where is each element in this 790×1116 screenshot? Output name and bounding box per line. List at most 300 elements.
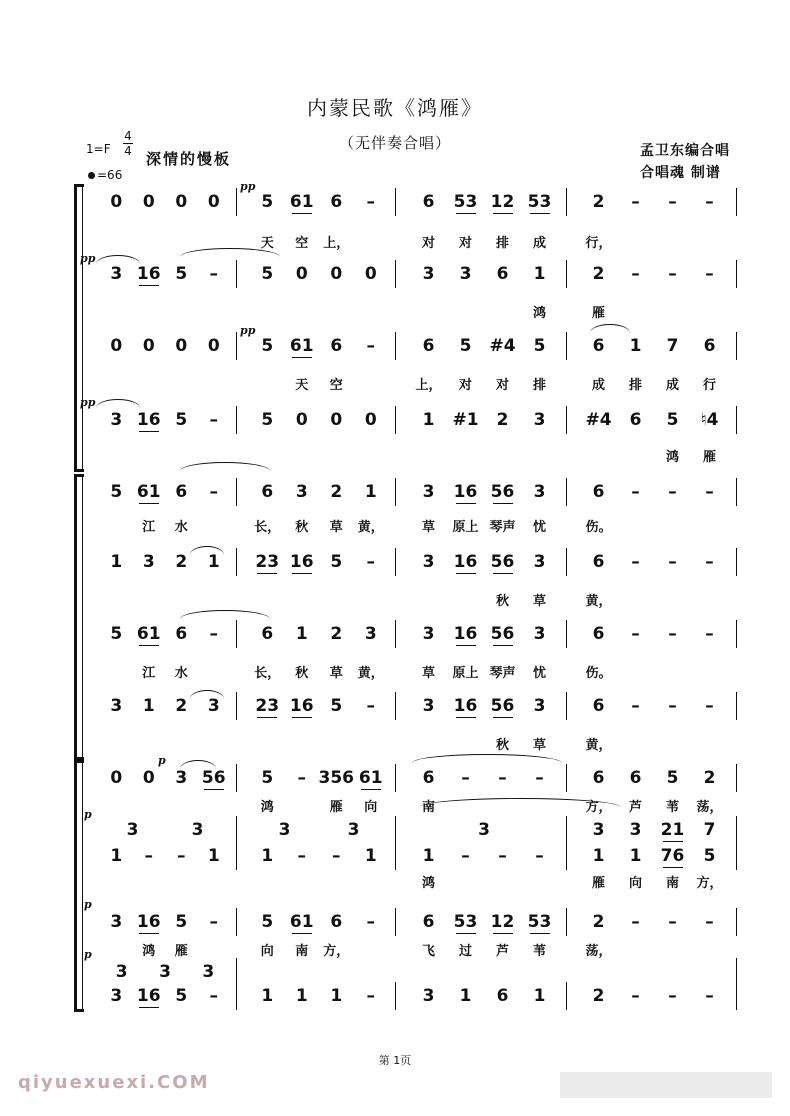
- dynamic-mark: p: [158, 754, 166, 767]
- note: –: [631, 264, 640, 284]
- note: 1: [592, 846, 605, 866]
- note: 5: [330, 552, 343, 572]
- slur: [96, 255, 140, 264]
- note: 1: [459, 986, 472, 1006]
- note: 16: [289, 552, 314, 572]
- lyric-syllable: 鸿: [532, 306, 547, 321]
- note: 16: [136, 986, 161, 1006]
- note: 3: [159, 962, 171, 982]
- beam-underline: [361, 789, 381, 790]
- bar-line: [395, 620, 396, 648]
- page-title: 内蒙民歌《鸿雁》: [307, 96, 483, 120]
- dynamic-mark: pp: [80, 252, 96, 265]
- beam-underline: [292, 717, 312, 718]
- note: 1: [533, 264, 546, 284]
- bar-line: [236, 982, 237, 1010]
- beam-underline: [257, 717, 277, 718]
- note: 5: [261, 336, 274, 356]
- note: 5: [666, 768, 679, 788]
- note: 23: [255, 552, 280, 572]
- note: –: [705, 482, 714, 502]
- beam-underline: [456, 213, 476, 214]
- beam-underline: [663, 841, 683, 842]
- note: 0: [110, 336, 123, 356]
- note: 3: [278, 820, 291, 840]
- note: 53: [527, 192, 552, 212]
- note: 1: [261, 846, 274, 866]
- bar-line: [395, 478, 396, 506]
- note: 53: [453, 912, 478, 932]
- lyrics-row: [92, 940, 742, 960]
- note: 5: [261, 192, 274, 212]
- beam-underline: [493, 933, 513, 934]
- note: 3: [533, 482, 546, 502]
- note: –: [705, 624, 714, 644]
- beam-underline: [257, 573, 277, 574]
- note: –: [535, 768, 544, 788]
- note: 61: [289, 912, 314, 932]
- note: 6: [422, 912, 435, 932]
- lyrics-row: [92, 872, 742, 892]
- notation-row: [92, 768, 742, 794]
- lyric-syllable: 琴声: [489, 666, 516, 681]
- note: –: [631, 986, 640, 1006]
- note: –: [498, 846, 507, 866]
- note: 3: [110, 912, 123, 932]
- note: 6: [330, 912, 343, 932]
- slur: [96, 399, 140, 408]
- note: 3: [110, 696, 123, 716]
- beam-underline: [493, 645, 513, 646]
- note: 3: [422, 264, 435, 284]
- note: 6: [175, 624, 188, 644]
- note: 3: [592, 820, 605, 840]
- note: 0: [175, 336, 188, 356]
- note: 5: [261, 768, 274, 788]
- lyric-syllable: 黄，: [585, 738, 612, 753]
- note: 3: [364, 624, 377, 644]
- note: 5: [261, 912, 274, 932]
- bar-line: [236, 692, 237, 720]
- lyric-syllable: 江: [142, 666, 156, 681]
- bar-line: [236, 620, 237, 648]
- lyrics-row: [92, 374, 742, 394]
- note: 0: [330, 410, 343, 430]
- footer-strip: [560, 1072, 772, 1098]
- lyric-syllable: 排: [532, 378, 547, 393]
- note: 61: [136, 624, 161, 644]
- bar-line: [566, 478, 567, 506]
- note: –: [209, 986, 218, 1006]
- bar-line: [566, 548, 567, 576]
- note: 2: [330, 482, 343, 502]
- lyric-syllable: 行: [702, 378, 717, 393]
- beam-underline: [139, 933, 159, 934]
- note: –: [705, 192, 714, 212]
- note: 6: [330, 192, 343, 212]
- note: 53: [453, 192, 478, 212]
- notation-row: [92, 696, 742, 722]
- note: –: [705, 912, 714, 932]
- lyrics-row: [92, 590, 742, 610]
- lyrics-row: [92, 516, 742, 536]
- lyric-syllable: 黄，: [585, 594, 612, 609]
- beam-underline: [139, 645, 159, 646]
- bar-line: [236, 764, 237, 792]
- note: –: [332, 846, 341, 866]
- note: –: [366, 912, 375, 932]
- lyric-syllable: 鸿: [260, 800, 274, 815]
- notation-row: [92, 986, 742, 1012]
- note: 21: [660, 820, 685, 840]
- bar-line: [566, 406, 567, 434]
- note: –: [631, 192, 640, 212]
- note: –: [297, 846, 306, 866]
- notation-row: [92, 846, 742, 872]
- beam-underline: [493, 503, 513, 504]
- note: 1: [207, 552, 220, 572]
- lyric-syllable: 长，: [254, 520, 281, 535]
- lyric-syllable: 行，: [585, 236, 612, 251]
- note: 6: [422, 192, 435, 212]
- note: 1: [422, 410, 435, 430]
- lyric-syllable: 忧: [532, 520, 547, 535]
- lyric-syllable: 排: [495, 236, 510, 251]
- note: 16: [453, 696, 478, 716]
- meter-bottom: 4: [124, 144, 132, 158]
- lyric-syllable: 伤。: [585, 520, 612, 535]
- lyric-syllable: 原上: [452, 520, 479, 535]
- note: 0: [207, 192, 220, 212]
- note: 56: [490, 482, 515, 502]
- dynamic-mark: pp: [240, 324, 256, 337]
- note: 6: [629, 410, 642, 430]
- note: 5: [175, 410, 188, 430]
- dynamic-mark: p: [84, 948, 92, 961]
- note: 6: [592, 624, 605, 644]
- bar-line: [736, 842, 737, 870]
- beam-underline: [292, 573, 312, 574]
- note: 16: [136, 264, 161, 284]
- lyrics-row: [92, 302, 742, 322]
- note: 1: [142, 696, 155, 716]
- bar-line: [236, 406, 237, 434]
- lyric-syllable: 空: [329, 378, 343, 393]
- note: 3: [142, 552, 155, 572]
- lyric-syllable: 黄，: [357, 520, 384, 535]
- lyric-syllable: 向: [260, 944, 274, 959]
- note: 7: [666, 336, 679, 356]
- lyric-syllable: 上，: [415, 378, 442, 393]
- lyric-syllable: 雁: [702, 450, 717, 465]
- note: –: [631, 624, 640, 644]
- bar-line: [566, 260, 567, 288]
- note: 1: [364, 482, 377, 502]
- lyrics-row: [92, 662, 742, 682]
- slur: [590, 324, 630, 333]
- lyric-syllable: 方，: [323, 944, 350, 959]
- note: 0: [207, 336, 220, 356]
- note: 0: [142, 768, 155, 788]
- bar-line: [395, 816, 396, 844]
- lyric-syllable: 伤。: [585, 666, 612, 681]
- lyric-syllable: 草: [329, 666, 343, 681]
- slur: [180, 610, 270, 619]
- system-line: [82, 474, 83, 760]
- bar-line: [566, 982, 567, 1010]
- beam-underline: [204, 789, 224, 790]
- lyric-syllable: 南: [295, 944, 309, 959]
- system-bracket: [74, 184, 77, 472]
- lyrics-row: [92, 734, 742, 754]
- note: 56: [201, 768, 226, 788]
- lyric-syllable: 南: [665, 876, 680, 891]
- lyric-syllable: 水: [174, 666, 188, 681]
- bar-line: [395, 332, 396, 360]
- lyric-syllable: 方，: [585, 800, 612, 815]
- lyric-syllable: 对: [458, 236, 473, 251]
- note: 3: [126, 820, 139, 840]
- note: –: [631, 696, 640, 716]
- note: –: [631, 912, 640, 932]
- note: 56: [490, 552, 515, 572]
- beam-underline: [139, 431, 159, 432]
- bar-line: [566, 332, 567, 360]
- note: –: [631, 552, 640, 572]
- bar-line: [566, 764, 567, 792]
- note: 1: [261, 986, 274, 1006]
- beam-underline: [292, 357, 312, 358]
- note: 1: [330, 986, 343, 1006]
- note: 356: [318, 768, 354, 788]
- note: 1: [110, 846, 123, 866]
- note: 56: [490, 696, 515, 716]
- lyric-syllable: 苇: [665, 800, 680, 815]
- beam-underline: [456, 573, 476, 574]
- lyric-syllable: 方，: [696, 876, 723, 891]
- note: 6: [496, 986, 509, 1006]
- beam-underline: [493, 717, 513, 718]
- note: ♮4: [700, 410, 719, 430]
- note: 5: [533, 336, 546, 356]
- note: 3: [175, 768, 188, 788]
- note: #4: [489, 336, 516, 356]
- site-watermark: qiyuexuexi.COM: [18, 1072, 210, 1093]
- note: –: [631, 482, 640, 502]
- bar-line: [736, 982, 737, 1010]
- note: –: [668, 552, 677, 572]
- bar-line: [236, 332, 237, 360]
- note: 6: [629, 768, 642, 788]
- note: 0: [364, 410, 377, 430]
- lyric-syllable: 排: [628, 378, 643, 393]
- note: –: [668, 192, 677, 212]
- note: –: [177, 846, 186, 866]
- note: 1: [110, 552, 123, 572]
- bar-line: [736, 478, 737, 506]
- note: 6: [703, 336, 716, 356]
- lyric-syllable: 飞: [421, 944, 436, 959]
- note: 3: [191, 820, 204, 840]
- note: 6: [422, 336, 435, 356]
- note: –: [535, 846, 544, 866]
- note: 6: [592, 552, 605, 572]
- note: 6: [261, 482, 274, 502]
- bar-line: [395, 842, 396, 870]
- note: 2: [592, 912, 605, 932]
- lyric-syllable: 对: [458, 378, 473, 393]
- lyric-syllable: 鸿: [665, 450, 680, 465]
- beam-underline: [139, 503, 159, 504]
- lyric-syllable: 原上: [452, 666, 479, 681]
- note: 12: [490, 192, 515, 212]
- bar-line: [566, 816, 567, 844]
- lyrics-row: [92, 796, 742, 816]
- note: 5: [175, 912, 188, 932]
- note: 3: [202, 962, 215, 982]
- note: 5: [261, 264, 274, 284]
- note: 5: [261, 410, 274, 430]
- note: –: [209, 264, 218, 284]
- note: 56: [490, 624, 515, 644]
- note: 1: [295, 986, 308, 1006]
- note: 0: [110, 192, 123, 212]
- note: 1: [533, 986, 546, 1006]
- lyric-syllable: 成: [532, 236, 547, 251]
- note: 16: [136, 912, 161, 932]
- lyric-syllable: 苇: [532, 944, 547, 959]
- note: –: [366, 336, 375, 356]
- lyric-syllable: 雁: [329, 800, 343, 815]
- note: 3: [533, 624, 546, 644]
- lyric-syllable: 草: [421, 666, 436, 681]
- note: 3: [422, 986, 435, 1006]
- lyric-syllable: 向: [364, 800, 378, 815]
- slur: [412, 754, 562, 763]
- note: 6: [496, 264, 509, 284]
- system-line: [82, 760, 83, 1012]
- note: 2: [175, 696, 188, 716]
- note: 0: [142, 336, 155, 356]
- bar-line: [566, 908, 567, 936]
- lyric-syllable: 忧: [532, 666, 547, 681]
- bar-line: [736, 260, 737, 288]
- note: 3: [347, 820, 360, 840]
- lyric-syllable: 江: [142, 520, 156, 535]
- note: 7: [703, 820, 716, 840]
- beam-underline: [493, 573, 513, 574]
- bar-line: [236, 188, 237, 216]
- engraver-credit: 合唱魂 制谱: [640, 165, 721, 181]
- bar-line: [236, 816, 237, 844]
- lyric-syllable: 草: [532, 594, 547, 609]
- beam-underline: [663, 867, 683, 868]
- notation-row: [92, 410, 742, 436]
- note: 5: [175, 264, 188, 284]
- note: 3: [629, 820, 642, 840]
- note: 3: [115, 962, 128, 982]
- arranger-credit: 孟卫东编合唱: [640, 143, 730, 159]
- bar-line: [736, 188, 737, 216]
- slur: [190, 690, 224, 699]
- lyric-syllable: 上，: [323, 236, 350, 251]
- bar-line: [566, 188, 567, 216]
- note: 2: [592, 264, 605, 284]
- note: –: [366, 696, 375, 716]
- note: 3: [110, 264, 123, 284]
- note: 1: [207, 846, 220, 866]
- bar-line: [395, 548, 396, 576]
- slur: [180, 760, 216, 769]
- lyrics-row: [92, 232, 742, 252]
- lyric-syllable: 天: [260, 236, 274, 251]
- note: –: [668, 986, 677, 1006]
- note: 61: [136, 482, 161, 502]
- note: 12: [490, 912, 515, 932]
- note: –: [668, 912, 677, 932]
- note: 23: [255, 696, 280, 716]
- note: –: [705, 696, 714, 716]
- note: 3: [110, 410, 123, 430]
- bar-line: [236, 548, 237, 576]
- bar-line: [395, 908, 396, 936]
- notation-row: [92, 624, 742, 650]
- note: 61: [358, 768, 383, 788]
- note: 16: [453, 482, 478, 502]
- slur: [190, 546, 224, 555]
- time-signature: [123, 130, 133, 157]
- lyric-syllable: 雁: [174, 944, 188, 959]
- note: 3: [533, 410, 546, 430]
- note: 61: [289, 336, 314, 356]
- dynamic-mark: pp: [80, 396, 96, 409]
- key-signature: 1=F: [86, 142, 111, 156]
- bar-line: [736, 332, 737, 360]
- beam-underline: [493, 213, 513, 214]
- page-number: 第 1页: [378, 1054, 412, 1067]
- meter-top: 4: [124, 129, 132, 143]
- beam-underline: [456, 933, 476, 934]
- note: 6: [592, 768, 605, 788]
- note: 2: [703, 768, 716, 788]
- notation-row: [92, 962, 742, 988]
- note: 0: [295, 264, 308, 284]
- lyric-syllable: 长，: [254, 666, 281, 681]
- note: 3: [478, 820, 490, 840]
- lyric-syllable: 鸿: [142, 944, 156, 959]
- system-line: [82, 184, 83, 472]
- bar-line: [236, 478, 237, 506]
- note: 3: [533, 696, 546, 716]
- note: 0: [142, 192, 155, 212]
- note: #1: [452, 410, 479, 430]
- bar-line: [736, 692, 737, 720]
- subtitle: （无伴奏合唱）: [338, 134, 451, 152]
- note: 16: [289, 696, 314, 716]
- beam-underline: [292, 213, 312, 214]
- note: 0: [110, 768, 123, 788]
- note: 3: [533, 552, 546, 572]
- note: 5: [175, 986, 188, 1006]
- note: –: [366, 552, 375, 572]
- note: 3: [422, 552, 435, 572]
- notation-row: [92, 192, 742, 218]
- note: 2: [496, 410, 509, 430]
- note: 6: [330, 336, 343, 356]
- note: –: [668, 264, 677, 284]
- note: –: [705, 986, 714, 1006]
- note: 3: [422, 482, 435, 502]
